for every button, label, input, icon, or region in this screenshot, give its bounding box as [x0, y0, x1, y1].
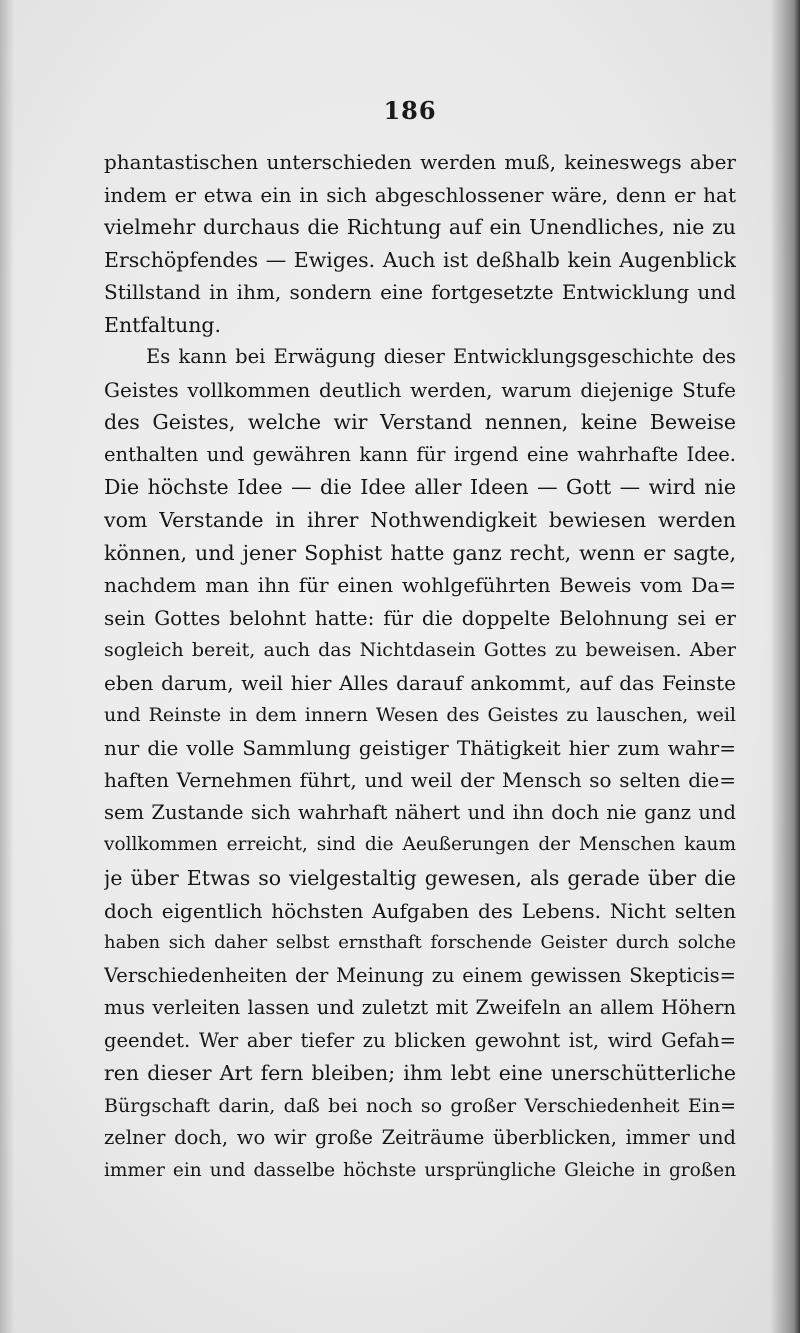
text-line: sogleich bereit, auch das Nichtdasein Gottes zu beweisen. Aber: [104, 639, 736, 662]
text-line: Stillstand in ihm, sondern eine fortgesetzte Entwicklung und: [104, 280, 736, 305]
text-line: Die höchste Idee — die Idee aller Ideen — Gott — wird nie: [104, 475, 736, 500]
text-line: indem er etwa ein in sich abgeschlossener wäre, denn er hat: [104, 182, 736, 207]
text-line: Erschöpfendes — Ewiges. Auch ist deßhalb kein Augenblick: [104, 247, 736, 272]
text-line: Es kann bei Erwägung dieser Entwicklungsgeschichte des: [146, 345, 736, 369]
page-right-edge-shadow: [770, 0, 800, 1333]
text-line: und Reinste in dem innern Wesen des Geistes zu lauschen, weil: [104, 704, 736, 727]
text-line: vom Verstande in ihrer Nothwendigkeit bewiesen werden: [104, 508, 736, 533]
text-line: geendet. Wer aber tiefer zu blicken gewohnt ist, wird Gefah=: [104, 1028, 736, 1052]
text-line: haben sich daher selbst ernsthaft forschende Geister durch solche: [104, 932, 736, 954]
text-line: zelner doch, wo wir große Zeiträume überblicken, immer und: [104, 1126, 736, 1150]
text-line: haften Vernehmen führt, und weil der Mensch so selten die=: [104, 768, 736, 793]
text-line: immer ein und dasselbe höchste ursprüngliche Gleiche in großen: [104, 1159, 736, 1181]
text-line: mus verleiten lassen und zuletzt mit Zweifeln an allem Höhern: [104, 996, 736, 1020]
page-left-edge-shadow: [0, 0, 14, 1333]
text-line: enthalten und gewähren kann für irgend eine wahrhafte Idee.: [104, 442, 736, 466]
text-line: phantastischen unterschieden werden muß, keineswegs aber: [104, 150, 736, 174]
text-line: Verschiedenheiten der Meinung zu einem gewissen Skepticis=: [104, 963, 736, 987]
text-line: sein Gottes belohnt hatte: für die doppelte Belohnung sei er: [104, 605, 736, 630]
text-line: nachdem man ihn für einen wohlgeführten Beweis vom Da=: [104, 573, 736, 598]
body-text: [104, 146, 736, 1188]
text-line: des Geistes, welche wir Verstand nennen, keine Beweise: [104, 410, 736, 435]
text-line: je über Etwas so vielgestaltig gewesen, als gerade über die: [104, 866, 736, 891]
text-line: Entfaltung.: [104, 312, 222, 337]
text-line: ren dieser Art fern bleiben; ihm lebt eine unerschütterliche: [104, 1061, 736, 1086]
text-line: Geistes vollkommen deutlich werden, warum diejenige Stufe: [104, 377, 736, 402]
text-line: eben darum, weil hier Alles darauf ankommt, auf das Feinste: [104, 670, 736, 695]
text-line: doch eigentlich höchsten Aufgaben des Lebens. Nicht selten: [104, 898, 736, 923]
text-line: sem Zustande sich wahrhaft nähert und ihn doch nie ganz und: [104, 800, 736, 824]
text-line: nur die volle Sammlung geistiger Thätigkeit hier zum wahr=: [104, 735, 736, 760]
page-number: 186: [383, 96, 437, 125]
text-line: können, und jener Sophist hatte ganz recht, wenn er sagte,: [104, 540, 736, 565]
text-line: vielmehr durchaus die Richtung auf ein Unendliches, nie zu: [104, 215, 736, 240]
text-line: vollkommen erreicht, sind die Aeußerungen der Menschen kaum: [104, 834, 736, 856]
text-line: Bürgschaft darin, daß bei noch so großer Verschiedenheit Ein=: [104, 1094, 736, 1117]
